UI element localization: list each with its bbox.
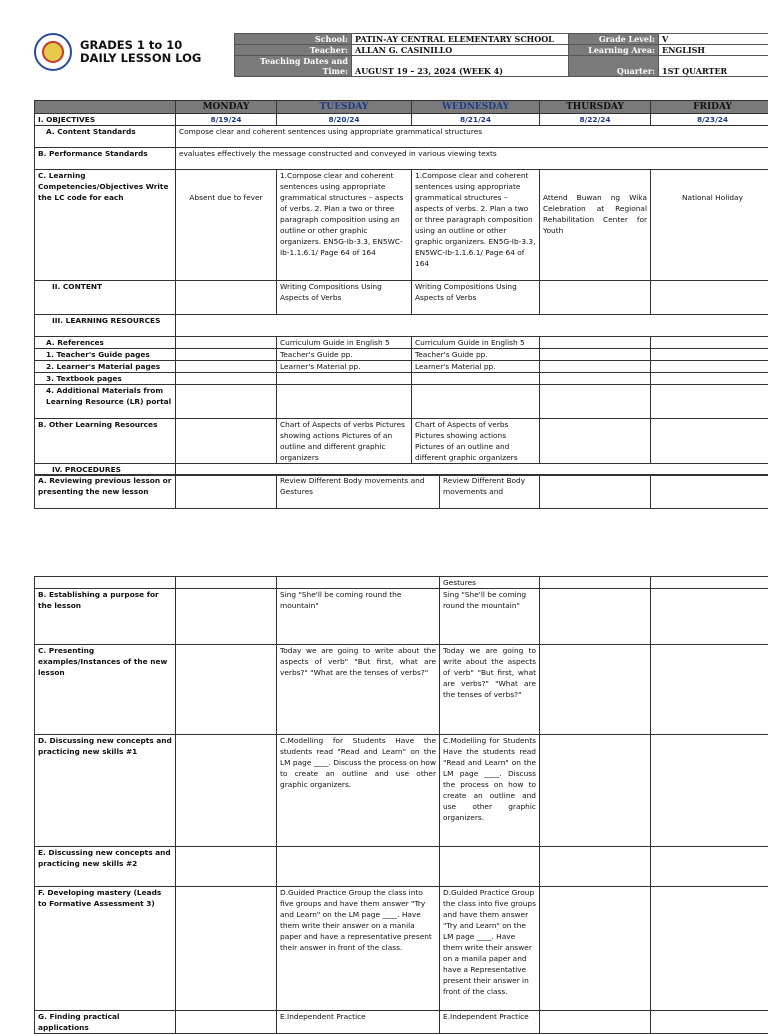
- content-standards-value: Compose clear and coherent sentences using appropriate grammatical structures: [176, 126, 768, 148]
- content-standards-label: A. Content Standards: [35, 126, 176, 148]
- presenting-tuesday: Today we are going to write about the aspects of verb" "But first, what are verbs?" "What are the tenses of verbs?": [277, 645, 440, 735]
- dates-label: Teaching Dates and Time:: [235, 56, 352, 77]
- day-friday: FRIDAY: [651, 101, 768, 114]
- tg-wednesday: Teacher's Guide pp.: [412, 349, 540, 361]
- modelling-wednesday: C.Modelling for Students Have the students read "Read and Learn" on the LM page ____. Discuss the process on how to create an outline and use other graphic organizers.: [440, 735, 540, 847]
- school-value: PATIN-AY CENTRAL ELEMENTARY SCHOOL: [352, 34, 569, 45]
- review-tuesday: Review Different Body movements and Gestures: [277, 475, 440, 509]
- lm-label: 2. Learner's Material pages: [35, 361, 176, 373]
- grade-value: V: [659, 34, 768, 45]
- review-wednesday-cont: Gestures: [440, 577, 540, 589]
- lc-friday: National Holiday: [651, 170, 768, 281]
- deped-seal-icon: [34, 33, 72, 71]
- title-line-1: GRADES 1 to 10: [80, 39, 201, 52]
- practical-label: G. Finding practical applications: [35, 1011, 176, 1034]
- tb-label: 3. Textbook pages: [35, 373, 176, 385]
- guided-tuesday: D.Guided Practice Group the class into five groups and have them answer "Try and Learn" on the LM page ____. Have them write their answer on a manila paper and have a representative present their answer in front of the class.: [277, 887, 440, 1011]
- references-label: A. References: [35, 337, 176, 349]
- lm-tuesday: Learner's Material pp.: [277, 361, 412, 373]
- references-tuesday: Curriculum Guide in English 5: [277, 337, 412, 349]
- teacher-label: Teacher:: [235, 45, 352, 56]
- lesson-table-review: [34, 474, 768, 509]
- document-title: [80, 39, 201, 65]
- day-thursday: THURSDAY: [540, 101, 651, 114]
- lc-thursday: Attend Buwan ng Wika Celebration at Regional Rehabilitation Center for Youth: [540, 170, 651, 281]
- independent-wednesday: E.Independent Practice: [440, 1011, 540, 1034]
- date-monday: 8/19/24: [176, 114, 277, 126]
- content-wednesday: Writing Compositions Using Aspects of Verbs: [412, 281, 540, 315]
- school-label: School:: [235, 34, 352, 45]
- review-label: A. Reviewing previous lesson or presenting the new lesson: [35, 475, 176, 509]
- area-value: ENGLISH: [659, 45, 768, 56]
- lc-wednesday: 1.Compose clear and coherent sentences using appropriate grammatical structures – aspects of verbs. 2. Plan a two or three paragraph composition using an outline or other graphic organizers. EN5G-Ib-3.3, EN5WC-Ib-1.1.6.1/ Page 64 of 164: [412, 170, 540, 281]
- independent-tuesday: E.Independent Practice: [277, 1011, 440, 1034]
- discuss1-label: D. Discussing new concepts and practicing new skills #1: [35, 735, 176, 847]
- quarter-label: Quarter:: [569, 56, 659, 77]
- guided-wednesday: D.Guided Practice Group the class into five groups and have them answer "Try and Learn" on the LM page ____. Have them write their answer on a manila paper and have a Representative present their answer in front of the class.: [440, 887, 540, 1011]
- lr-label: 4. Additional Materials from Learning Resource (LR) portal: [35, 385, 176, 419]
- purpose-tuesday: Sing "She'll be coming round the mountain": [277, 589, 440, 645]
- procedures-label: IV. PROCEDURES: [35, 464, 176, 476]
- content-label: II. CONTENT: [35, 281, 176, 315]
- date-friday: 8/23/24: [651, 114, 768, 126]
- day-tuesday: TUESDAY: [277, 101, 412, 114]
- quarter-value: 1ST QUARTER: [659, 56, 768, 77]
- discuss2-label: E. Discussing new concepts and practicing new skills #2: [35, 847, 176, 887]
- info-table: [234, 33, 768, 77]
- day-monday: MONDAY: [176, 101, 277, 114]
- purpose-label: B. Establishing a purpose for the lesson: [35, 589, 176, 645]
- day-wednesday: WEDNESDAY: [412, 101, 540, 114]
- header: [34, 33, 768, 77]
- other-resources-tuesday: Chart of Aspects of verbs Pictures showing actions Pictures of an outline and different graphic organizers: [277, 419, 412, 464]
- presenting-label: C. Presenting examples/Instances of the new lesson: [35, 645, 176, 735]
- lc-tuesday: 1.Compose clear and coherent sentences using appropriate grammatical structures – aspects of verbs. 2. Plan a two or three paragraph composition using an outline or other graphic organizers. EN5G-Ib-3.3, EN5WC-Ib-1.1.6.1/ Page 64 of 164: [277, 170, 412, 281]
- resources-label: III. LEARNING RESOURCES: [35, 315, 176, 337]
- content-tuesday: Writing Compositions Using Aspects of Verbs: [277, 281, 412, 315]
- performance-standards-value: evaluates effectively the message constructed and conveyed in various viewing texts: [176, 148, 768, 170]
- mastery-label: F. Developing mastery (Leads to Formative Assessment 3): [35, 887, 176, 1011]
- grade-label: Grade Level:: [569, 34, 659, 45]
- modelling-tuesday: C.Modelling for Students Have the students read "Read and Learn" on the LM page ____. Discuss the process on how to create an outline and use other graphic organizers.: [277, 735, 440, 847]
- title-line-2: DAILY LESSON LOG: [80, 52, 201, 65]
- lc-monday: Absent due to fever: [176, 170, 277, 281]
- corner-cell: [35, 101, 176, 114]
- objectives-label: I. OBJECTIVES: [35, 114, 176, 126]
- tg-tuesday: Teacher's Guide pp.: [277, 349, 412, 361]
- other-resources-label: B. Other Learning Resources: [35, 419, 176, 464]
- lc-label: C. Learning Competencies/Objectives Write the LC code for each: [35, 170, 176, 281]
- teacher-value: ALLAN G. CASINILLO: [352, 45, 569, 56]
- date-thursday: 8/22/24: [540, 114, 651, 126]
- references-wednesday: Curriculum Guide in English 5: [412, 337, 540, 349]
- date-wednesday: 8/21/24: [412, 114, 540, 126]
- tg-label: 1. Teacher's Guide pages: [35, 349, 176, 361]
- lesson-table-part-2: [34, 576, 768, 1034]
- other-resources-wednesday: Chart of Aspects of verbs Pictures showing actions Pictures of an outline and different graphic organizers: [412, 419, 540, 464]
- dates-value: AUGUST 19 – 23, 2024 (WEEK 4): [352, 56, 569, 77]
- lm-wednesday: Learner's Material pp.: [412, 361, 540, 373]
- review-wednesday: Review Different Body movements and: [440, 475, 540, 509]
- performance-standards-label: B. Performance Standards: [35, 148, 176, 170]
- date-tuesday: 8/20/24: [277, 114, 412, 126]
- area-label: Learning Area:: [569, 45, 659, 56]
- purpose-wednesday: Sing "She'll be coming round the mountain": [440, 589, 540, 645]
- lesson-table-part-1: [34, 100, 768, 476]
- presenting-wednesday: Today we are going to write about the aspects of verb" "But first, what are verbs?" "What are the tenses of verbs?": [440, 645, 540, 735]
